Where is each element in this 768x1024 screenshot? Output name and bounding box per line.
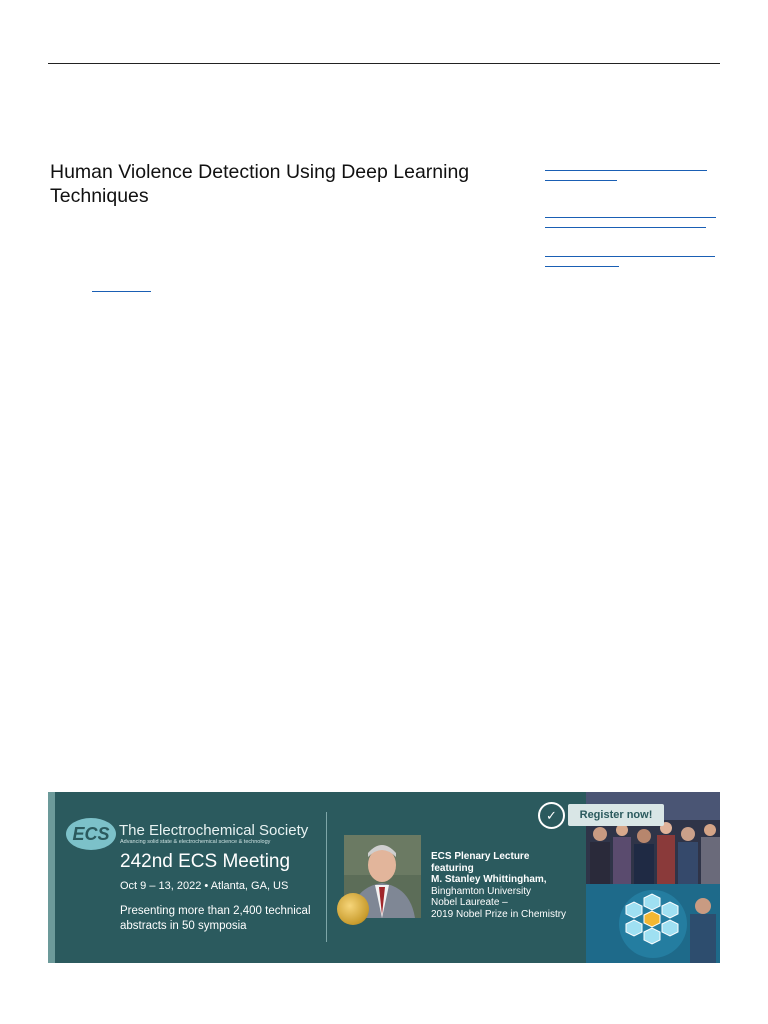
banner-edge	[48, 792, 55, 963]
related-link-3[interactable]	[545, 256, 715, 277]
related-link-2[interactable]	[545, 217, 716, 238]
article-title: Human Violence Detection Using Deep Learning Techniques	[50, 161, 470, 207]
related-link-1[interactable]	[545, 170, 707, 191]
society-tagline: Advancing solid state & electrochemical science & technology	[120, 839, 271, 845]
plenary-lecture-info	[431, 851, 591, 920]
ecs-logo: ECS	[66, 818, 116, 850]
header-rule	[48, 63, 720, 64]
lecturer-honor-1: Nobel Laureate –	[431, 897, 508, 908]
meeting-dates: Oct 9 – 13, 2022 • Atlanta, GA, US	[120, 880, 289, 892]
check-icon: ✓	[538, 802, 565, 829]
abstracts-text: Presenting more than 2,400 technical abstracts in 50 symposia	[120, 905, 311, 932]
lecturer-affiliation: Binghamton University	[431, 885, 532, 897]
register-now-button[interactable]	[538, 802, 664, 829]
register-label: Register now!	[568, 804, 664, 826]
lecture-title: ECS Plenary Lecture	[431, 851, 530, 862]
lecturer-name: M. Stanley Whittingham,	[431, 874, 547, 885]
lecture-featuring: featuring	[431, 862, 474, 874]
nobel-medal-icon	[337, 893, 369, 925]
author-link[interactable]	[92, 291, 151, 292]
banner-divider	[326, 812, 327, 942]
society-name: The Electrochemical Society	[119, 822, 309, 839]
ecs-meeting-banner[interactable]	[48, 792, 720, 963]
meeting-name: 242nd ECS Meeting	[120, 851, 291, 872]
lecturer-honor-2: 2019 Nobel Prize in Chemistry	[431, 908, 567, 920]
technology-graphic	[586, 884, 720, 963]
